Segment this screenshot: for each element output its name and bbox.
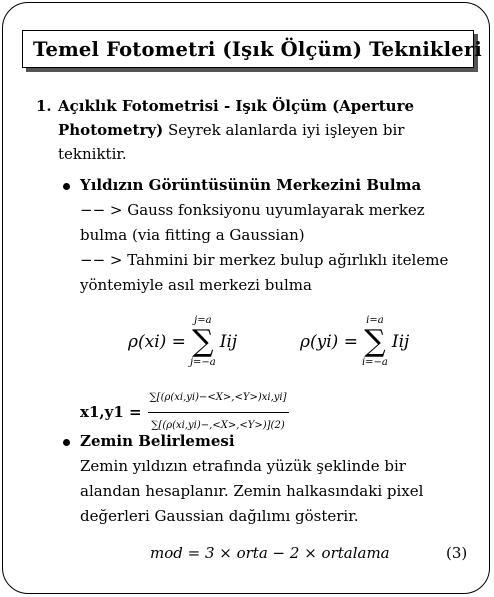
- item1-heading: Açıklık Fotometrisi - Işık Ölçüm (Aperture: [58, 97, 415, 115]
- bullet-dot: [63, 183, 70, 190]
- equation-centroid: x1,y1 = $\frac{\sum[(\rho(xi,yi)-<X>,<Y>)xi,yi]}{\sum[(\rho(xi,yi)-,<X>,<Y>)](2)}$: [80, 386, 289, 438]
- item1-line3: tekniktir.: [58, 145, 127, 163]
- bullet1-line3: −− > Tahmini bir merkez bulup ağırlıklı iteleme: [80, 251, 449, 269]
- equation-rho-x: ρ(xi) = j=a ∑ j=−a Iij: [128, 315, 238, 368]
- item-number: 1.: [36, 97, 52, 115]
- slide-title: Temel Fotometri (Işık Ölçüm) Teknikleri: [33, 37, 482, 61]
- item1-line2: Photometry) Seyrek alanlarda iyi işleyen bir: [58, 121, 405, 139]
- bullet1-line1: −− > Gauss fonksiyonu uyumlayarak merkez: [80, 201, 425, 219]
- title-box: [22, 30, 482, 68]
- bullet1-line4: yöntemiyle asıl merkezi bulma: [80, 276, 312, 294]
- bullet2-line1: Zemin yıldızın etrafında yüzük şeklinde bir: [80, 457, 406, 475]
- bullet-dot: [63, 439, 70, 446]
- bullet1-heading: Yıldızın Görüntüsünün Merkezini Bulma: [80, 176, 422, 194]
- bullet2-line3: değerleri Gaussian dağılımı gösterir.: [80, 507, 359, 525]
- equation-rho-y: ρ(yi) = i=a ∑ i=−a Iij: [300, 315, 410, 368]
- bullet2-heading: Zemin Belirlemesi: [80, 432, 235, 450]
- equation-mode: mod = 3 × orta − 2 × ortalama: [150, 544, 390, 562]
- bullet2-line2: alandan hesaplanır. Zemin halkasındaki pixel: [80, 482, 424, 500]
- equation-number: (3): [446, 544, 468, 562]
- bullet1-line2: bulma (via fitting a Gaussian): [80, 226, 305, 244]
